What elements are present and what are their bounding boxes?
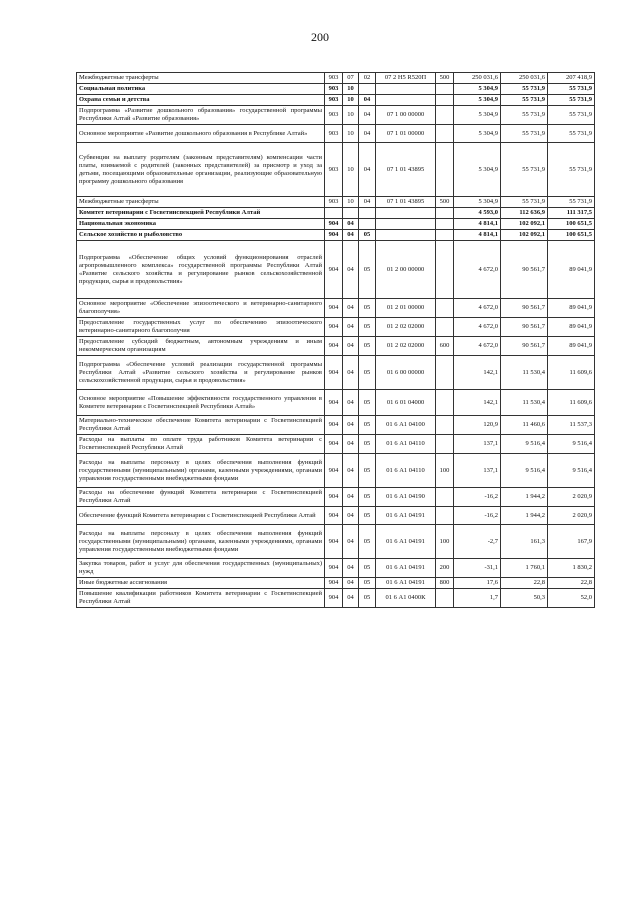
cell-v2: 102 092,1 [501, 219, 548, 230]
cell-csr [376, 219, 436, 230]
cell-vr [436, 507, 454, 525]
row-name: Сельское хозяйство и рыболовство [77, 230, 325, 241]
cell-v3: 55 731,9 [548, 84, 595, 95]
cell-csr: 01 2 01 00000 [376, 299, 436, 318]
cell-ved: 904 [325, 559, 343, 578]
cell-vr: 100 [436, 454, 454, 488]
cell-v2: 11 460,6 [501, 416, 548, 435]
cell-v2: 112 636,9 [501, 208, 548, 219]
cell-v2: 11 530,4 [501, 390, 548, 416]
cell-ved: 903 [325, 197, 343, 208]
cell-pr: 05 [359, 525, 376, 559]
cell-v1: 5 304,9 [454, 197, 501, 208]
cell-vr [436, 95, 454, 106]
cell-ved: 904 [325, 578, 343, 589]
cell-vr [436, 106, 454, 125]
cell-vr [436, 219, 454, 230]
cell-ved: 904 [325, 318, 343, 337]
cell-csr: 07 1 01 43895 [376, 143, 436, 197]
cell-v2: 90 561,7 [501, 299, 548, 318]
cell-v3: 167,9 [548, 525, 595, 559]
cell-v2: 102 092,1 [501, 230, 548, 241]
cell-pr: 04 [359, 125, 376, 143]
cell-ved: 904 [325, 589, 343, 608]
cell-v3: 89 041,9 [548, 318, 595, 337]
cell-rz: 04 [343, 230, 359, 241]
row-name: Национальная экономика [77, 219, 325, 230]
cell-v2: 55 731,9 [501, 84, 548, 95]
cell-vr [436, 435, 454, 454]
row-name: Иные бюджетные ассигнования [77, 578, 325, 589]
cell-vr: 500 [436, 73, 454, 84]
cell-ved: 904 [325, 488, 343, 507]
table-row [77, 125, 595, 143]
cell-csr: 07 1 01 43895 [376, 197, 436, 208]
cell-v3: 111 317,5 [548, 208, 595, 219]
budget-table [76, 72, 595, 608]
row-name: Предоставление государственных услуг по обеспечению эпизоотического ветеринарно-санитарного благополучия [77, 318, 325, 337]
cell-v3: 55 731,9 [548, 143, 595, 197]
cell-v1: -16,2 [454, 488, 501, 507]
table-row [77, 559, 595, 578]
cell-pr: 05 [359, 454, 376, 488]
table-row [77, 143, 595, 197]
cell-ved: 903 [325, 84, 343, 95]
cell-vr [436, 589, 454, 608]
row-name: Комитет ветеринарии с Госветинспекцией Республики Алтай [77, 208, 325, 219]
cell-rz: 10 [343, 197, 359, 208]
cell-v3: 55 731,9 [548, 106, 595, 125]
cell-pr: 05 [359, 507, 376, 525]
cell-rz: 04 [343, 219, 359, 230]
cell-v3: 89 041,9 [548, 241, 595, 299]
cell-v3: 55 731,9 [548, 95, 595, 106]
row-name: Закупка товаров, работ и услуг для обеспечения государственных (муниципальных) нужд [77, 559, 325, 578]
cell-pr: 05 [359, 318, 376, 337]
cell-v1: -31,1 [454, 559, 501, 578]
table-body [77, 73, 595, 608]
cell-pr [359, 208, 376, 219]
cell-v2: 9 516,4 [501, 435, 548, 454]
cell-v3: 55 731,9 [548, 197, 595, 208]
cell-v1: 5 304,9 [454, 84, 501, 95]
cell-csr [376, 84, 436, 95]
cell-rz: 04 [343, 525, 359, 559]
cell-ved: 904 [325, 416, 343, 435]
cell-v3: 100 651,5 [548, 230, 595, 241]
table-row [77, 299, 595, 318]
row-name: Расходы на обеспечение функций Комитета ветеринарии с Госветинспекцией Республики Алтай [77, 488, 325, 507]
cell-v2: 250 031,6 [501, 73, 548, 84]
cell-v1: 120,9 [454, 416, 501, 435]
cell-vr [436, 390, 454, 416]
cell-rz: 04 [343, 241, 359, 299]
table-row [77, 95, 595, 106]
table-row [77, 589, 595, 608]
cell-ved: 904 [325, 241, 343, 299]
cell-v2: 11 530,4 [501, 356, 548, 390]
table-row [77, 435, 595, 454]
cell-ved: 903 [325, 106, 343, 125]
page-number: 200 [311, 30, 329, 44]
cell-v1: 4 672,0 [454, 337, 501, 356]
cell-v1: 4 672,0 [454, 241, 501, 299]
row-name: Материально-техническое обеспечение Комитета ветеринарии с Госветинспекцией Республики Алтай [77, 416, 325, 435]
cell-rz: 04 [343, 390, 359, 416]
cell-rz: 04 [343, 507, 359, 525]
cell-v2: 90 561,7 [501, 241, 548, 299]
cell-csr: 01 6 А1 04191 [376, 578, 436, 589]
cell-rz: 04 [343, 488, 359, 507]
cell-v2: 50,3 [501, 589, 548, 608]
cell-ved [325, 208, 343, 219]
table-row [77, 106, 595, 125]
cell-ved: 904 [325, 507, 343, 525]
cell-rz: 04 [343, 559, 359, 578]
cell-v2: 1 944,2 [501, 507, 548, 525]
cell-v3: 1 830,2 [548, 559, 595, 578]
table-row [77, 525, 595, 559]
cell-v2: 1 944,2 [501, 488, 548, 507]
cell-pr: 05 [359, 241, 376, 299]
cell-ved: 904 [325, 356, 343, 390]
cell-rz: 10 [343, 95, 359, 106]
cell-pr: 05 [359, 299, 376, 318]
cell-pr: 05 [359, 390, 376, 416]
cell-pr: 04 [359, 197, 376, 208]
cell-ved: 904 [325, 219, 343, 230]
row-name: Основное мероприятие «Развитие дошкольного образования в Республике Алтай» [77, 125, 325, 143]
cell-v3: 9 516,4 [548, 454, 595, 488]
cell-v1: 142,1 [454, 356, 501, 390]
cell-vr [436, 241, 454, 299]
cell-rz: 04 [343, 578, 359, 589]
cell-pr: 05 [359, 589, 376, 608]
cell-ved: 903 [325, 143, 343, 197]
cell-v3: 22,8 [548, 578, 595, 589]
cell-rz: 10 [343, 106, 359, 125]
cell-v1: 17,6 [454, 578, 501, 589]
cell-v1: 137,1 [454, 454, 501, 488]
cell-ved: 904 [325, 230, 343, 241]
cell-v1: 4 814,1 [454, 230, 501, 241]
row-name: Основное мероприятие «Обеспечение эпизоотического и ветеринарно-санитарного благополучия» [77, 299, 325, 318]
cell-ved: 904 [325, 390, 343, 416]
cell-ved: 903 [325, 73, 343, 84]
cell-csr: 01 6 А1 04190 [376, 488, 436, 507]
cell-v1: 5 304,9 [454, 143, 501, 197]
row-name: Расходы на выплаты персоналу в целях обеспечения выполнения функций государственными (муниципальными) органами, казенными учреждениями, органами управления государственными внебюджетными фондами [77, 454, 325, 488]
cell-vr: 500 [436, 197, 454, 208]
cell-pr: 05 [359, 230, 376, 241]
cell-vr [436, 208, 454, 219]
cell-csr [376, 208, 436, 219]
cell-pr: 04 [359, 106, 376, 125]
row-name: Подпрограмма «Обеспечение общих условий функционирования отраслей агропромышленного комплекса» государственной программы Республики Алтай «Развитие сельского хозяйства и регулирование рынков сельскохозяйственной продукции, сырья и продовольствия» [77, 241, 325, 299]
cell-csr: 01 6 А1 04191 [376, 507, 436, 525]
cell-vr: 200 [436, 559, 454, 578]
cell-ved: 903 [325, 95, 343, 106]
cell-rz: 04 [343, 337, 359, 356]
cell-v1: 1,7 [454, 589, 501, 608]
cell-v2: 1 760,1 [501, 559, 548, 578]
cell-csr [376, 95, 436, 106]
cell-csr: 01 6 01 04000 [376, 390, 436, 416]
cell-v2: 55 731,9 [501, 197, 548, 208]
cell-pr: 04 [359, 143, 376, 197]
row-name: Расходы на выплаты по оплате труда работников Комитета ветеринарии с Госветинспекцией Республики Алтай [77, 435, 325, 454]
cell-pr: 05 [359, 488, 376, 507]
cell-v1: -2,7 [454, 525, 501, 559]
cell-v2: 55 731,9 [501, 95, 548, 106]
cell-rz: 04 [343, 356, 359, 390]
cell-rz: 04 [343, 299, 359, 318]
cell-csr: 01 6 А1 04110 [376, 435, 436, 454]
cell-v3: 207 418,9 [548, 73, 595, 84]
cell-ved: 904 [325, 525, 343, 559]
cell-vr [436, 318, 454, 337]
cell-v1: 4 814,1 [454, 219, 501, 230]
cell-vr [436, 356, 454, 390]
cell-v2: 90 561,7 [501, 318, 548, 337]
row-name: Подпрограмма «Обеспечение условий реализации государственной программы Республики Алтай «Развитие сельского хозяйства и регулирование рынков сельскохозяйственной продукции, сырья и продовольствия» [77, 356, 325, 390]
cell-vr: 600 [436, 337, 454, 356]
cell-vr [436, 488, 454, 507]
table-row [77, 318, 595, 337]
table-row [77, 241, 595, 299]
table-row [77, 197, 595, 208]
cell-v1: 137,1 [454, 435, 501, 454]
cell-csr: 01 2 02 02000 [376, 337, 436, 356]
row-name: Подпрограмма «Развитие дошкольного образования» государственной программы Республики Алтай «Развитие образования» [77, 106, 325, 125]
cell-vr [436, 84, 454, 95]
cell-csr: 01 6 А1 04110 [376, 454, 436, 488]
cell-v1: 5 304,9 [454, 95, 501, 106]
table-row [77, 337, 595, 356]
cell-v3: 100 651,5 [548, 219, 595, 230]
cell-v1: 250 031,6 [454, 73, 501, 84]
table-row [77, 578, 595, 589]
table-row [77, 356, 595, 390]
table-row [77, 230, 595, 241]
cell-v2: 161,3 [501, 525, 548, 559]
cell-csr: 01 6 00 00000 [376, 356, 436, 390]
row-name: Субвенции на выплату родителям (законным представителям) компенсации части платы, взимаемой с родителей (законных представителей) за присмотр и уход за детьми, посещающими образовательные организации, реализующие образовательную программу дошкольного образования [77, 143, 325, 197]
cell-pr: 04 [359, 95, 376, 106]
cell-csr: 07 1 00 00000 [376, 106, 436, 125]
table-row [77, 84, 595, 95]
cell-vr [436, 299, 454, 318]
cell-rz: 04 [343, 318, 359, 337]
table-row [77, 390, 595, 416]
cell-pr: 05 [359, 416, 376, 435]
cell-csr: 07 1 01 00000 [376, 125, 436, 143]
cell-rz: 04 [343, 454, 359, 488]
cell-v1: 5 304,9 [454, 106, 501, 125]
table-row [77, 507, 595, 525]
table-row [77, 219, 595, 230]
cell-rz: 04 [343, 416, 359, 435]
cell-v2: 90 561,7 [501, 337, 548, 356]
row-name: Межбюджетные трансферты [77, 197, 325, 208]
cell-csr: 01 6 А1 04100 [376, 416, 436, 435]
cell-csr: 01 6 А1 0400К [376, 589, 436, 608]
cell-v1: 4 593,0 [454, 208, 501, 219]
cell-pr: 05 [359, 435, 376, 454]
cell-rz: 10 [343, 143, 359, 197]
cell-v1: 5 304,9 [454, 125, 501, 143]
cell-rz: 04 [343, 435, 359, 454]
cell-v3: 2 020,9 [548, 488, 595, 507]
row-name: Расходы на выплаты персоналу в целях обеспечения выполнения функций государственными (муниципальными) органами, казенными учреждениями, органами управления государственными внебюджетными фондами [77, 525, 325, 559]
row-name: Социальная политика [77, 84, 325, 95]
cell-v2: 22,8 [501, 578, 548, 589]
cell-ved: 904 [325, 454, 343, 488]
cell-pr: 05 [359, 559, 376, 578]
row-name: Обеспечение функций Комитета ветеринарии с Госветинспекцией Республики Алтай [77, 507, 325, 525]
cell-v2: 55 731,9 [501, 125, 548, 143]
cell-ved: 904 [325, 435, 343, 454]
cell-csr: 07 2 Н5 R520П [376, 73, 436, 84]
cell-csr: 01 2 02 02000 [376, 318, 436, 337]
row-name: Основное мероприятие «Повышение эффективности государственного управления в Комитете ветеринарии с Госветинспекцией Республики Алтай» [77, 390, 325, 416]
cell-v3: 11 609,6 [548, 390, 595, 416]
cell-ved: 903 [325, 125, 343, 143]
cell-pr [359, 84, 376, 95]
cell-v2: 55 731,9 [501, 106, 548, 125]
cell-ved: 904 [325, 299, 343, 318]
cell-vr: 800 [436, 578, 454, 589]
cell-v1: 142,1 [454, 390, 501, 416]
table-row [77, 416, 595, 435]
row-name: Повышение квалификации работников Комитета ветеринарии с Госветинспекцией Республики Алтай [77, 589, 325, 608]
cell-v2: 55 731,9 [501, 143, 548, 197]
cell-pr: 02 [359, 73, 376, 84]
row-name: Охрана семьи и детства [77, 95, 325, 106]
cell-pr: 05 [359, 356, 376, 390]
table-row [77, 454, 595, 488]
table-row [77, 208, 595, 219]
cell-vr [436, 416, 454, 435]
cell-csr [376, 230, 436, 241]
cell-csr: 01 6 А1 04191 [376, 559, 436, 578]
cell-v3: 9 516,4 [548, 435, 595, 454]
cell-v3: 52,0 [548, 589, 595, 608]
cell-vr [436, 143, 454, 197]
table-row [77, 488, 595, 507]
cell-v1: -16,2 [454, 507, 501, 525]
cell-v1: 4 672,0 [454, 318, 501, 337]
cell-v3: 11 537,3 [548, 416, 595, 435]
cell-vr [436, 125, 454, 143]
cell-ved: 904 [325, 337, 343, 356]
row-name: Предоставление субсидий бюджетным, автономным учреждениям и иным некоммерческим организациям [77, 337, 325, 356]
cell-csr: 01 6 А1 04191 [376, 525, 436, 559]
table-row [77, 73, 595, 84]
cell-vr: 100 [436, 525, 454, 559]
cell-v3: 55 731,9 [548, 125, 595, 143]
cell-rz: 04 [343, 589, 359, 608]
row-name: Межбюджетные трансферты [77, 73, 325, 84]
cell-rz: 07 [343, 73, 359, 84]
cell-v3: 89 041,9 [548, 299, 595, 318]
cell-rz [343, 208, 359, 219]
cell-rz: 10 [343, 84, 359, 95]
cell-v2: 9 516,4 [501, 454, 548, 488]
cell-pr: 05 [359, 578, 376, 589]
cell-csr: 01 2 00 00000 [376, 241, 436, 299]
cell-v1: 4 672,0 [454, 299, 501, 318]
cell-v3: 89 041,9 [548, 337, 595, 356]
cell-pr [359, 219, 376, 230]
cell-v3: 2 020,9 [548, 507, 595, 525]
cell-v3: 11 609,6 [548, 356, 595, 390]
cell-vr [436, 230, 454, 241]
cell-pr: 05 [359, 337, 376, 356]
cell-rz: 10 [343, 125, 359, 143]
